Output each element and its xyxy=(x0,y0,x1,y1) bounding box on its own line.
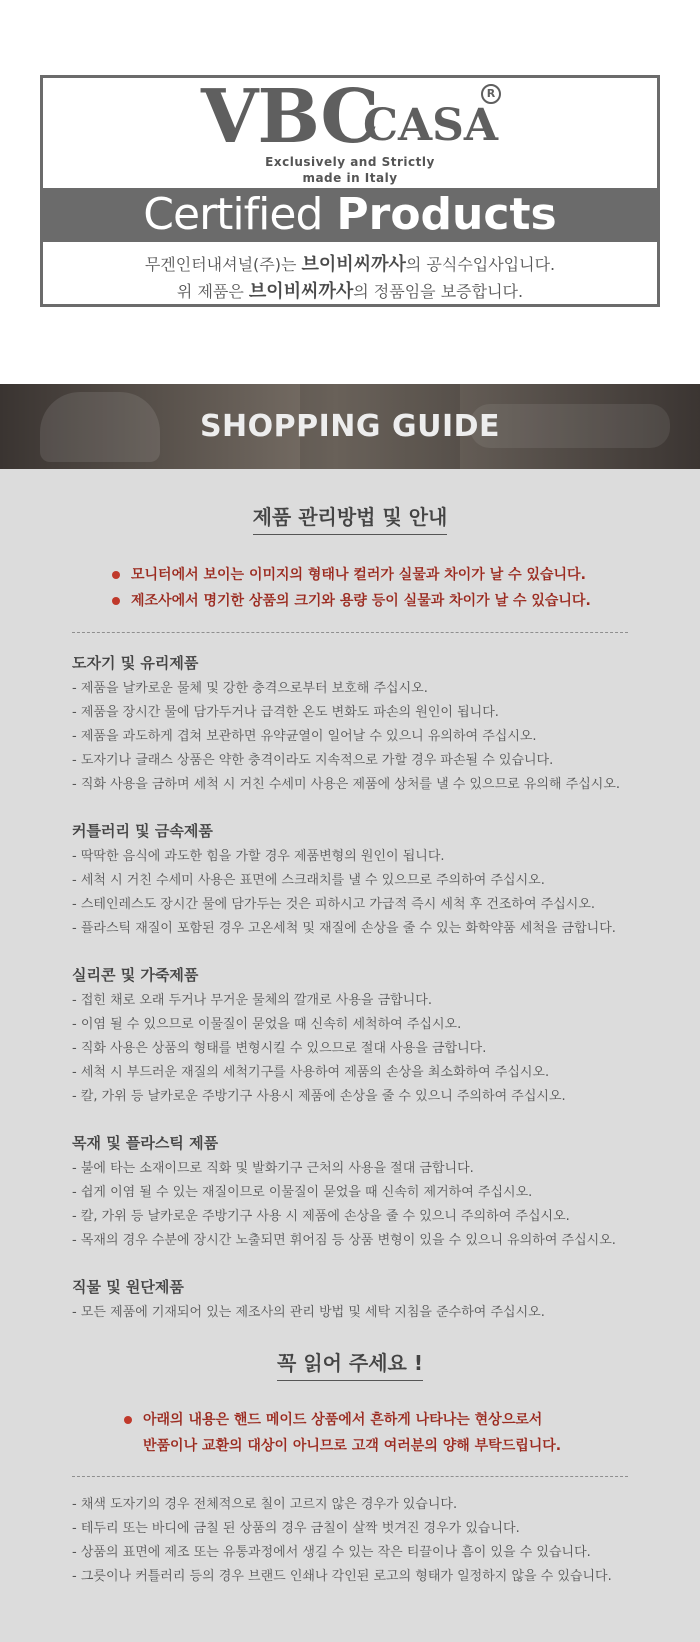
authenticity-statement-brand: 브이비씨까사 xyxy=(248,281,354,302)
certificate-box xyxy=(40,75,660,307)
category-item: - 플라스틱 재질이 포함된 경우 고온세척 및 재질에 손상을 줄 수 있는 화학약품 세척을 금합니다. xyxy=(72,921,616,936)
notice-items xyxy=(72,1493,672,1589)
care-warning-text: 제조사에서 명기한 상품의 크기와 용량 등이 실물과 차이가 날 수 있습니다. xyxy=(131,593,591,609)
care-category-silicone-leather xyxy=(72,961,672,1109)
certificate-section xyxy=(0,0,700,384)
category-item: - 딱딱한 음식에 과도한 힘을 가할 경우 제품변형의 원인이 됩니다. xyxy=(72,849,445,864)
notice-warning-text-2: 반품이나 교환의 대상이 아니므로 고객 여러분의 양해 부탁드립니다. xyxy=(143,1438,562,1454)
care-warning-text: 모니터에서 보이는 이미지의 형태나 컬러가 실물과 차이가 날 수 있습니다. xyxy=(131,567,586,583)
authenticity-statement-post: 의 정품임을 보증합니다. xyxy=(353,282,524,301)
category-title: 목재 및 플라스틱 제품 xyxy=(72,1134,219,1152)
care-guide-content xyxy=(0,469,700,1642)
category-item: - 세척 시 거친 수세미 사용은 표면에 스크래치를 낼 수 있으므로 주의하여 주십시오. xyxy=(72,873,545,888)
brand-tagline-2: made in Italy xyxy=(302,171,398,185)
category-item: - 제품을 장시간 물에 담가두거나 급격한 온도 변화도 파손의 원인이 됩니다. xyxy=(72,705,499,720)
category-item: - 스테인레스도 장시간 물에 담가두는 것은 피하시고 가급적 즉시 세척 후 건조하여 주십시오. xyxy=(72,897,596,912)
category-item: - 제품을 과도하게 겹쳐 보관하면 유약균열이 일어날 수 있으니 유의하여 주십시오. xyxy=(72,729,537,744)
brand-tagline-1: Exclusively and Strictly xyxy=(265,155,435,169)
care-category-cutlery-metal xyxy=(72,817,672,941)
notice-item: - 채색 도자기의 경우 전체적으로 칠이 고르지 않은 경우가 있습니다. xyxy=(72,1497,458,1512)
category-title: 커틀러리 및 금속제품 xyxy=(72,822,213,840)
category-item: - 불에 타는 소재이므로 직화 및 발화기구 근처의 사용을 절대 금합니다. xyxy=(72,1161,474,1176)
authenticity-statement-pre: 위 제품은 xyxy=(176,282,249,301)
divider xyxy=(72,632,628,633)
category-item: - 도자기나 글래스 상품은 약한 충격이라도 지속적으로 가할 경우 파손될 수 있습니다. xyxy=(72,753,554,768)
importer-statement xyxy=(43,250,657,276)
brand-logo-sub: CASA xyxy=(363,100,499,151)
care-category-ceramic-glass xyxy=(72,649,672,797)
importer-statement-post: 의 공식수입사입니다. xyxy=(405,255,556,274)
category-item: - 직화 사용은 상품의 형태를 변형시킬 수 있으므로 절대 사용을 금합니다. xyxy=(72,1041,487,1056)
category-item: - 칼, 가위 등 날카로운 주방기구 사용시 제품에 손상을 줄 수 있으니 주의하여 주십시오. xyxy=(72,1089,566,1104)
notice-item: - 그릇이나 커틀러리 등의 경우 브랜드 인쇄나 각인된 로고의 형태가 일정하지 않을 수 있습니다. xyxy=(72,1569,612,1584)
care-section-title xyxy=(0,501,700,535)
brand-logo-main: VBC xyxy=(201,74,379,160)
registered-mark-icon: R xyxy=(481,84,501,104)
category-item: - 제품을 날카로운 물체 및 강한 충격으로부터 보호해 주십시오. xyxy=(72,681,428,696)
care-warning-list xyxy=(0,562,700,614)
category-item: - 직화 사용을 금하며 세척 시 거친 수세미 사용은 제품에 상처를 낼 수 있으므로 유의해 주십시오. xyxy=(72,777,621,792)
category-title: 실리콘 및 가죽제품 xyxy=(72,966,199,984)
notice-warning-text-1: 아래의 내용은 핸드 메이드 상품에서 흔하게 나타나는 현상으로서 xyxy=(143,1412,543,1428)
notice-section-title-text: 꼭 읽어 주세요 ! xyxy=(277,1347,423,1381)
category-item: - 칼, 가위 등 날카로운 주방기구 사용 시 제품에 손상을 줄 수 있으니 주의하여 주십시오. xyxy=(72,1209,570,1224)
shopping-guide-title: SHOPPING GUIDE xyxy=(199,409,501,444)
care-warning-item xyxy=(0,562,700,588)
brand-logo xyxy=(43,74,657,188)
care-category-textile-fabric xyxy=(72,1273,672,1325)
authenticity-statement xyxy=(43,277,657,303)
category-title: 도자기 및 유리제품 xyxy=(72,654,199,672)
certified-word: Certified xyxy=(143,189,323,240)
notice-section-title xyxy=(0,1347,700,1381)
care-category-wood-plastic xyxy=(72,1129,672,1253)
shopping-guide-header xyxy=(0,384,700,469)
category-item: - 이염 될 수 있으므로 이물질이 묻었을 때 신속히 세척하여 주십시오. xyxy=(72,1017,462,1032)
category-item: - 목재의 경우 수분에 장시간 노출되면 휘어짐 등 상품 변형이 있을 수 있으니 유의하여 주십시오. xyxy=(72,1233,616,1248)
importer-statement-pre: 무겐인터내셔널(주)는 xyxy=(144,255,302,274)
bullet-icon xyxy=(112,597,120,605)
category-title: 직물 및 원단제품 xyxy=(72,1278,184,1296)
category-item: - 접힌 채로 오래 두거나 무거운 물체의 깔개로 사용을 금합니다. xyxy=(72,993,432,1008)
category-item: - 쉽게 이염 될 수 있는 재질이므로 이물질이 묻었을 때 신속히 제거하여 주십시오. xyxy=(72,1185,533,1200)
care-section-title-text: 제품 관리방법 및 안내 xyxy=(253,501,448,535)
divider xyxy=(72,1476,628,1477)
care-warning-item xyxy=(0,588,700,614)
category-item: - 모든 제품에 기재되어 있는 제조사의 관리 방법 및 세탁 지침을 준수하여 주십시오. xyxy=(72,1305,545,1320)
notice-warning-line xyxy=(0,1433,700,1459)
notice-item: - 상품의 표면에 제조 또는 유통과정에서 생길 수 있는 작은 티끌이나 흠이 있을 수 있습니다. xyxy=(72,1545,591,1560)
certified-products-banner xyxy=(43,188,657,242)
importer-statement-brand: 브이비씨까사 xyxy=(301,254,406,275)
products-word: Products xyxy=(336,189,557,240)
notice-item: - 테두리 또는 바디에 금칠 된 상품의 경우 금칠이 살짝 벗겨진 경우가 있습니다. xyxy=(72,1521,520,1536)
bullet-icon xyxy=(112,571,120,579)
notice-warning-line xyxy=(0,1407,700,1433)
category-item: - 세척 시 부드러운 재질의 세척기구를 사용하여 제품의 손상을 최소화하여 주십시오. xyxy=(72,1065,550,1080)
bullet-icon xyxy=(124,1416,132,1424)
notice-warning xyxy=(0,1407,700,1459)
